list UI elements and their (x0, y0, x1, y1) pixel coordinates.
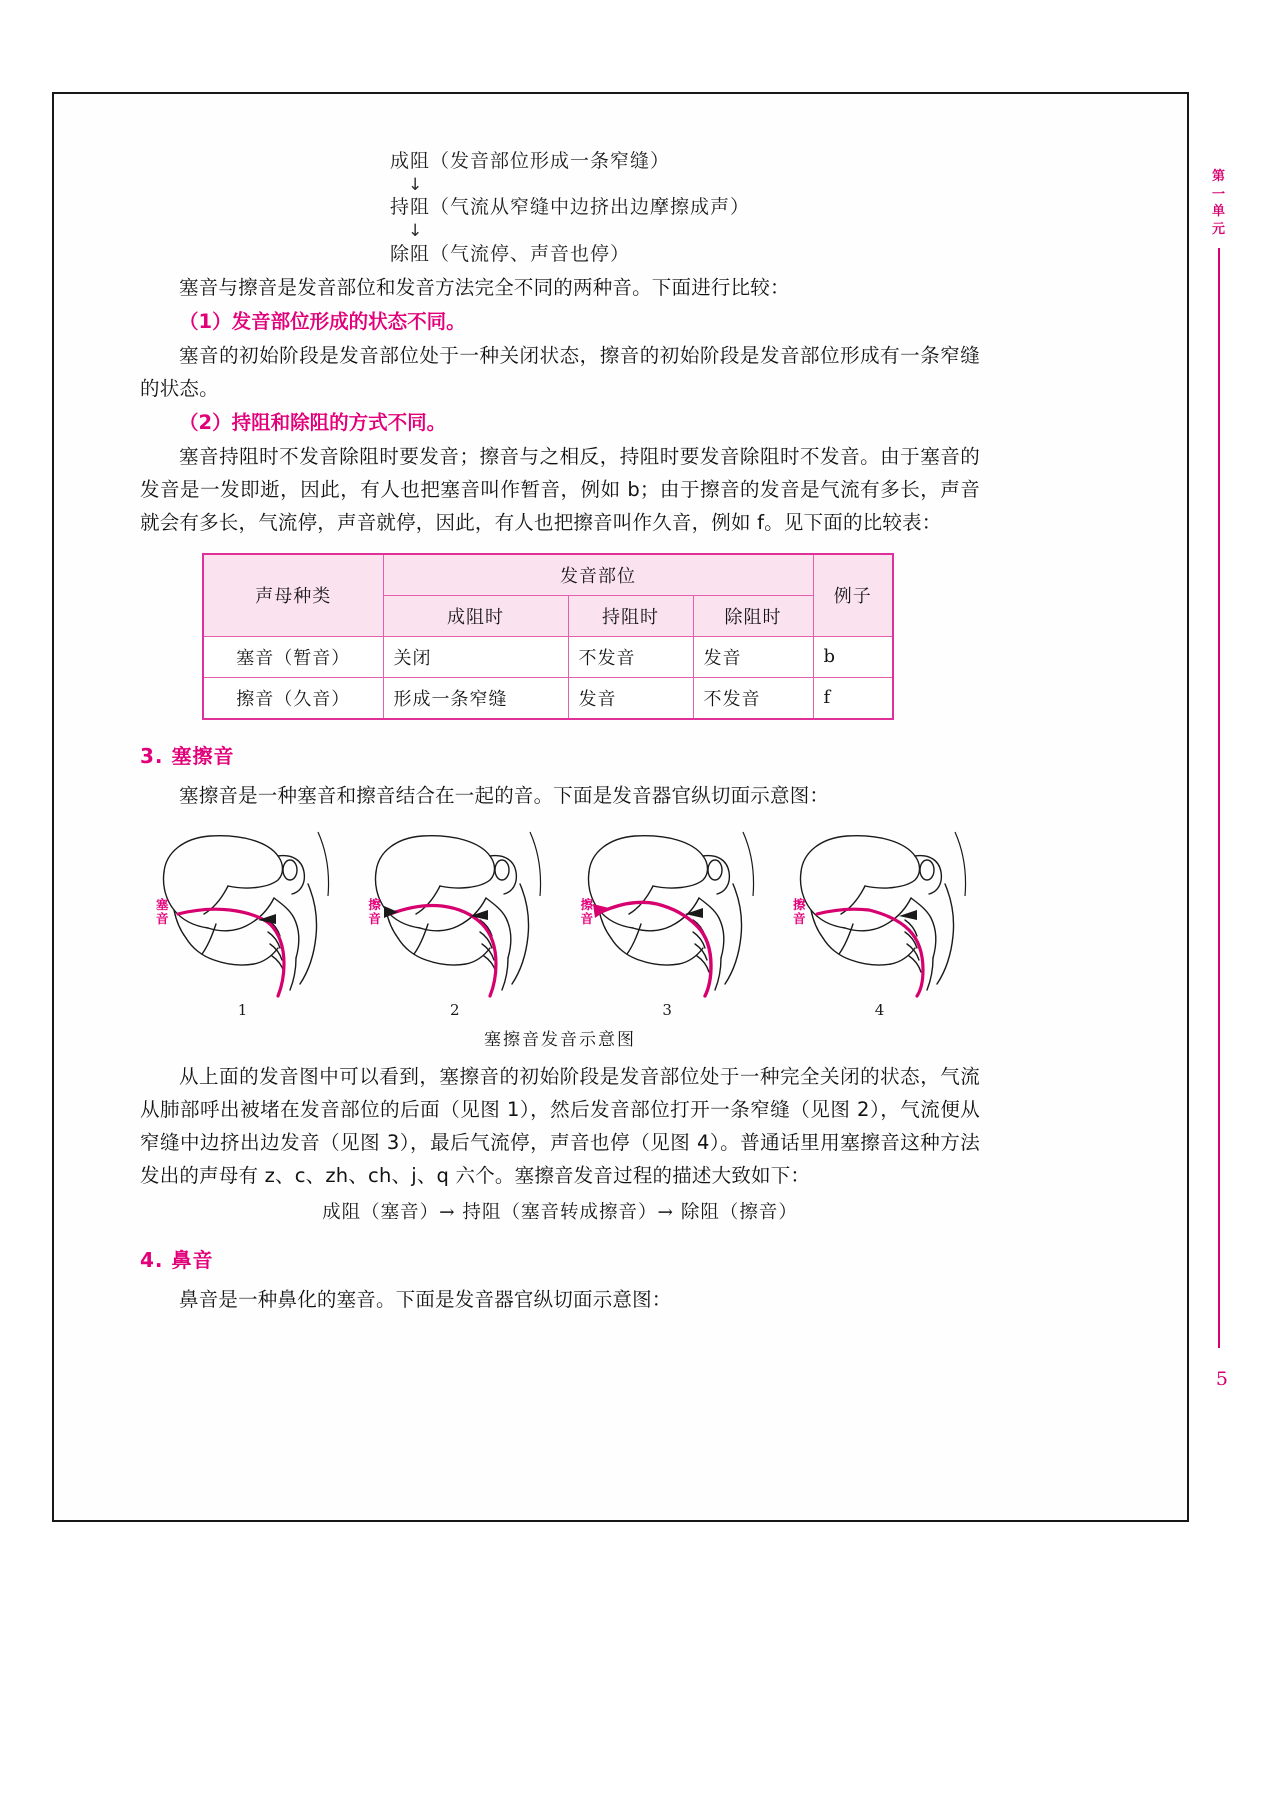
cell-stage-closure: 形成一条窄缝 (383, 677, 568, 719)
unit-marker-char-4: 元 (1211, 221, 1226, 237)
affricate-body: 从上面的发音图中可以看到，塞擦音的初始阶段是发音部位处于一种完全关闭的状态，气流从肺部呼出被堵在发音部位的后面（见图 1），然后发音部位打开一条窄缝（见图 2），气流便从窄缝中边挤出边发音（见图 3），最后气流停，声音也停（见图 4）。普通话里用塞擦音这种方法发出的声母有 z、c、zh、ch、j、q 六个。塞擦音发音过程的描述大致如下： (140, 1064, 980, 1187)
figure-number-1: 1 (237, 1000, 248, 1019)
unit-marker-char-2: 一 (1211, 186, 1226, 202)
figure-label-1 (156, 898, 172, 926)
cell-example: f (813, 677, 893, 719)
figure-label-2-char-1: 擦 (368, 896, 381, 912)
cell-kind: 擦音（久音） (203, 677, 383, 719)
figure-number-2: 2 (450, 1000, 460, 1019)
cell-stage-hold: 不发音 (568, 636, 693, 677)
page-number: 5 (1215, 1368, 1228, 1390)
figure-label-3 (581, 898, 597, 926)
header-stage-hold: 持阻时 (568, 595, 693, 636)
figure-caption: 塞擦音发音示意图 (484, 1029, 636, 1050)
figure-label-1-char-2: 音 (156, 910, 169, 926)
header-consonant-kind: 声母种类 (203, 554, 383, 637)
comparison-table (202, 553, 894, 720)
point-1-heading: （1）发音部位形成的状态不同。 (179, 309, 466, 333)
cell-stage-release: 不发音 (693, 677, 813, 719)
figure-label-3-char-1: 擦 (580, 896, 594, 912)
cell-stage-release: 发音 (693, 636, 813, 677)
heading-section-4: 4. 鼻音 (140, 1247, 214, 1272)
unit-marker-char-1: 第 (1211, 169, 1226, 184)
articulation-figure-block (140, 824, 980, 1050)
heading-section-3: 3. 塞擦音 (140, 743, 235, 768)
flow-step-1: 成阻（发音部位形成一条窄缝） (390, 150, 671, 172)
flow-step-3: 除阻（气流停、声音也停） (390, 242, 631, 265)
vocal-tract-diagram-2-icon (362, 824, 547, 999)
figure-number-row (140, 999, 980, 1019)
affricate-process-line: 成阻（塞音）→ 持阻（塞音转成擦音）→ 除阻（擦音） (322, 1201, 798, 1223)
table-head (203, 554, 893, 637)
flow-arrow-1-icon: ↓ (408, 174, 423, 195)
content-column (140, 150, 980, 1317)
figure-label-4-char-2: 音 (792, 910, 806, 926)
vocal-tract-diagram-4-icon (787, 824, 972, 999)
flow-arrow-2-icon: ↓ (408, 221, 423, 242)
comparison-table-wrapper (140, 553, 980, 720)
header-stage-closure: 成阻时 (383, 595, 568, 636)
unit-marker-char-3: 单 (1211, 204, 1226, 220)
cell-stage-hold: 发音 (568, 677, 693, 719)
vocal-tract-diagram-1-icon (150, 824, 335, 999)
cell-example: b (813, 636, 893, 677)
header-stage-release: 除阻时 (693, 595, 813, 636)
nasal-intro: 鼻音是一种鼻化的塞音。下面是发音器官纵切面示意图： (179, 1287, 672, 1311)
point-2-heading: （2）持阻和除阻的方式不同。 (179, 410, 447, 434)
figure-panel-1 (150, 824, 335, 999)
table-row (203, 677, 893, 719)
articulation-flow (140, 150, 980, 267)
flow-step-2: 持阻（气流从窄缝中边挤出边摩擦成声） (390, 196, 751, 219)
table-body (203, 636, 893, 719)
paragraph-intro: 塞音与擦音是发音部位和发音方法完全不同的两种音。下面进行比较： (179, 275, 790, 299)
vocal-tract-diagram-3-icon (575, 824, 760, 999)
table-row (203, 636, 893, 677)
point-1-body: 塞音的初始阶段是发音部位处于一种关闭状态，擦音的初始阶段是发音部位形成有一条窄缝的状态。 (140, 343, 980, 400)
header-example: 例子 (813, 554, 893, 637)
figure-label-2-char-2: 音 (368, 910, 381, 926)
table-header-row-1 (203, 554, 893, 596)
header-place-of-articulation: 发音部位 (383, 554, 813, 596)
affricate-intro: 塞擦音是一种塞音和擦音结合在一起的音。下面是发音器官纵切面示意图： (179, 783, 830, 807)
figure-label-1-char-1: 塞 (156, 896, 169, 912)
figure-row (140, 824, 980, 999)
figure-label-2 (368, 898, 384, 926)
figure-label-4 (793, 898, 809, 926)
side-rule-divider (1218, 248, 1220, 1348)
unit-marker (1204, 168, 1234, 238)
cell-kind: 塞音（暂音） (203, 636, 383, 677)
figure-label-4-char-1: 擦 (792, 896, 806, 912)
figure-number-3: 3 (662, 1000, 672, 1019)
figure-panel-2 (362, 824, 547, 999)
figure-panel-4 (787, 824, 972, 999)
figure-number-4: 4 (874, 1000, 885, 1019)
figure-panel-3 (575, 824, 760, 999)
point-2-body: 塞音持阻时不发音除阻时要发音；擦音与之相反，持阻时要发音除阻时不发音。由于塞音的发音是一发即逝，因此，有人也把塞音叫作暂音，例如 b；由于擦音的发音是气流有多长，声音就会有多长，气流停，声音就停，因此，有人也把擦音叫作久音，例如 f。见下面的比较表： (140, 444, 980, 534)
cell-stage-closure: 关闭 (383, 636, 568, 677)
figure-label-3-char-2: 音 (580, 910, 594, 926)
